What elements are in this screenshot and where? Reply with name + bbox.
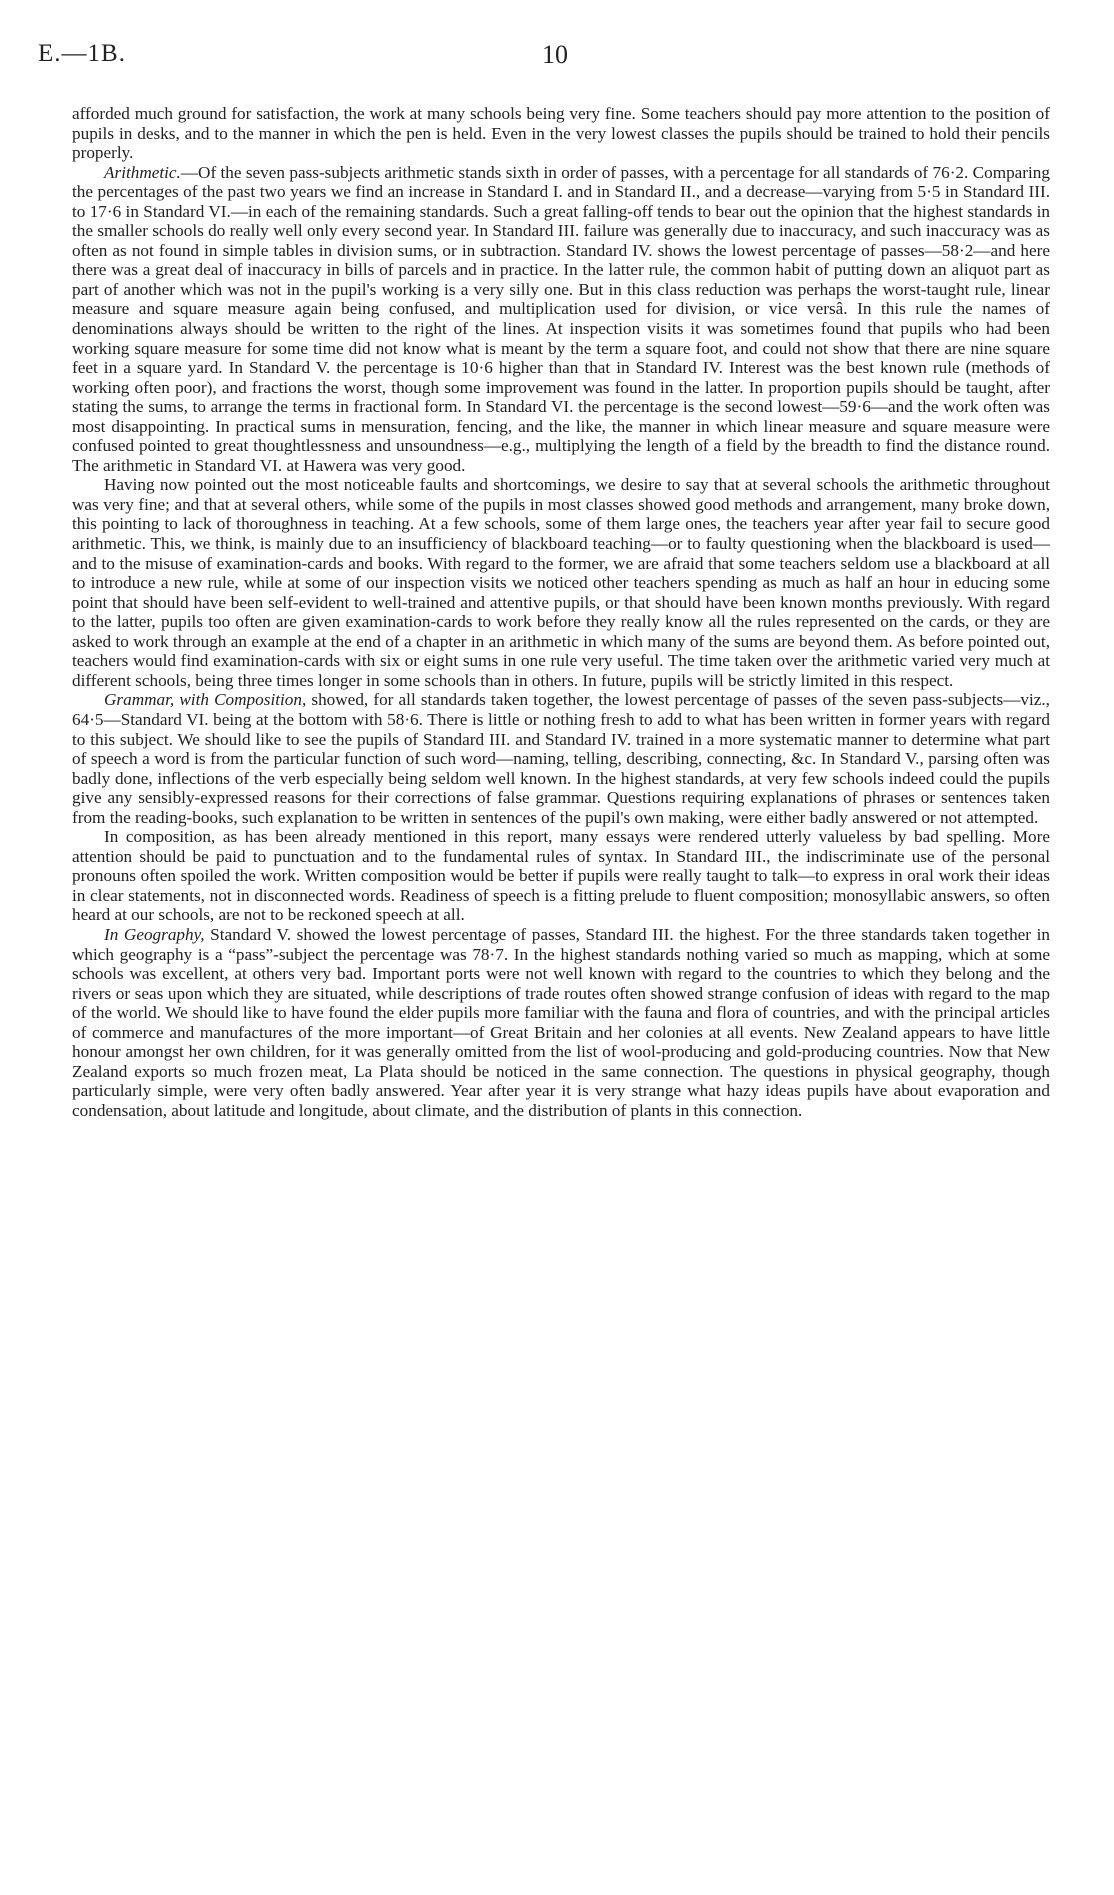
paragraph-arithmetic [72,163,1050,476]
paragraph-text: showed, for all standards taken together, the lowest percentage of passes of the seven pass-subjects—viz., 64·5—Standard VI. being at the bottom with 58·6. There is little or nothing fresh to add to what has been written in former years with regard to this subject. We should like to see the pupils of Standard III. and Standard IV. trained in a more systematic manner to determine what part of speech a word is from the particular function of such word—naming, telling, describing, connecting, &c. In Standard V., parsing often was badly done, inflections of the verb especially being seldom well known. In the highest standards, at very few schools indeed could the pupils give any sensibly-expressed reasons for their corrections of false grammar. Questions requiring explanations of phrases or sentences taken from the reading-books, such explanation to be written in sentences of the pupil's own making, were either badly answered or not attempted. [72,690,1050,827]
section-heading-geography: In Geography, [104,924,205,944]
paragraph-text: Standard V. showed the lowest percentage of passes, Standard III. the highest. For the three standards taken together in which geography is a “pass”-subject the percentage was 78·7. In the highest standards nothing varied so much as mapping, which at some schools was excellent, at others very bad. Important ports were not well known with regard to the countries to which they belong and the rivers or seas upon which they are situated, while descriptions of trade routes often showed strange confusion of ideas with regard to the map of the world. We should like to have found the elder pupils more familiar with the fauna and flora of countries, and with the principal articles of commerce and manufactures of the more important—of Great Britain and her colonies at all events. New Zealand appears to have little honour amongst her own children, for it was generally omitted from the list of wool-producing and gold-producing countries. Now that New Zealand exports so much frozen meat, La Plata should be noticed in the same connection. The questions in physical geography, though particularly simple, were very often badly answered. Year after year it is very strange what hazy ideas pupils have about evaporation and condensation, about latitude and longitude, about climate, and the distribution of plants in this connection. [72,924,1050,1120]
paragraph-geography [72,925,1050,1120]
paragraph-text: Having now pointed out the most noticeable faults and shortcomings, we desire to say that at several schools the arithmetic throughout was very fine; and that at several others, while some of the pupils in most classes showed good methods and arrangement, many broke down, this pointing to lack of thoroughness in teaching. At a few schools, some of them large ones, the teachers year after year fail to secure good arithmetic. This, we think, is mainly due to an insufficiency of blackboard teaching—or to faulty questioning when the blackboard is used—and to the misuse of examination-cards and books. With regard to the former, we are afraid that some teachers seldom use a blackboard at all to introduce a new rule, while at some of our inspection visits we noticed other teachers spending as much as half an hour in educing some point that should have been self-evident to well-trained and attentive pupils, or that should have been known months previously. With regard to the latter, pupils too often are given examination-cards to work before they really know all the rules represented on the cards, or they are asked to work through an example at the end of a chapter in an arithmetic in which many of the sums are beyond them. As before pointed out, teachers would find examination-cards with six or eight sums in one rule very useful. The time taken over the arithmetic varied very much at different schools, being three times longer in some schools than in others. In future, pupils will be strictly limited in this respect. [72,475,1050,690]
section-heading-arithmetic: Arithmetic. [104,162,181,182]
paragraph-grammar [72,690,1050,827]
section-heading-grammar: Grammar, with Composition, [104,690,307,710]
paragraph-composition [72,827,1050,925]
paragraph-text: In composition, as has been already mentioned in this report, many essays were rendered utterly valueless by bad spelling. More attention should be paid to punctuation and to the fundamental rules of syntax. In Standard III., the indiscriminate use of the personal pronouns often spoiled the work. Written composition would be better if pupils were really taught to talk—to express in oral work their ideas in clear statements, not in disconnected words. Readiness of speech is a fitting prelude to fluent composition; monosyllabic answers, so often heard at our schools, are not to be reckoned speech at all. [72,827,1050,925]
document-code: E.—1B. [38,40,126,67]
paragraph-text: afforded much ground for satisfaction, the work at many schools being very fine. Some teachers should pay more attention to the position of pupils in desks, and to the manner in which the pen is held. Even in the very lowest classes the pupils should be trained to hold their pencils properly. [72,104,1050,163]
report-body [72,104,1050,1120]
paragraph-penmanship-close [72,104,1050,163]
page-number: 10 [542,40,568,69]
paragraph-text: —Of the seven pass-subjects arithmetic stands sixth in order of passes, with a percentage for all standards of 76·2. Comparing the percentages of the past two years we find an increase in Standard I. and in Standard II., and a decrease—varying from 5·5 in Standard III. to 17·6 in Standard VI.—in each of the remaining standards. Such a great falling-off tends to bear out the opinion that the highest standards in the smaller schools do really well only every second year. In Standard III. failure was generally due to inaccuracy, and such inaccuracy was as often as not found in simple tables in division sums, or in subtraction. Standard IV. shows the lowest percentage of passes—58·2—and here there was a great deal of inaccuracy in bills of parcels and in practice. In the latter rule, the common habit of putting down an aliquot part as part of another which was not in the pupil's working is a very silly one. But in this class reduction was perhaps the worst-taught rule, linear measure and square measure again being confused, and multiplication used for division, or vice versâ. In this rule the names of denominations always should be written to the right of the lines. At inspection visits it was sometimes found that pupils who had been working square measure for some time did not know what is meant by the term a square foot, and could not show that there are nine square feet in a square yard. In Standard V. the percentage is 10·6 higher than that in Standard IV. Interest was the best known rule (methods of working often poor), and fractions the worst, though some improvement was found in the latter. In proportion pupils should be taught, after stating the sums, to arrange the terms in fractional form. In Standard VI. the percentage is the second lowest—59·6—and the work often was most disappointing. In practical sums in mensuration, fencing, and the like, the manner in which linear measure and square measure were confused pointed to great thoughtlessness and unsoundness—e.g., multiplying the length of a field by the breadth to find the distance round. The arithmetic in Standard VI. at Hawera was very good. [72,162,1050,475]
paragraph-arithmetic-faults [72,475,1050,690]
